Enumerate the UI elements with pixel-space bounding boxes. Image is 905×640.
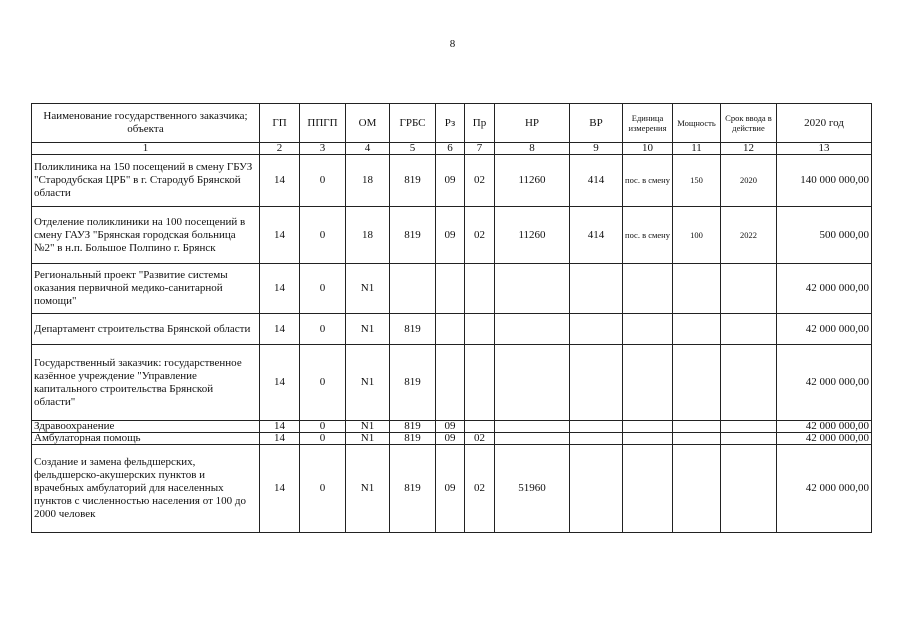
vr-cell xyxy=(570,345,623,421)
header-cell-vr: ВР xyxy=(570,104,623,143)
amount-cell: 42 000 000,00 xyxy=(777,445,872,533)
pr-cell xyxy=(465,264,495,314)
column-number: 12 xyxy=(721,143,777,155)
nr-cell xyxy=(495,314,570,345)
rz-cell: 09 xyxy=(436,207,465,264)
pr-cell: 02 xyxy=(465,445,495,533)
vr-cell: 414 xyxy=(570,155,623,207)
table-row xyxy=(32,207,872,264)
column-number-row xyxy=(32,143,872,155)
table-row xyxy=(32,155,872,207)
header-cell-grbs: ГРБС xyxy=(390,104,436,143)
unit-cell xyxy=(623,264,673,314)
nr-cell: 51960 xyxy=(495,445,570,533)
power-cell xyxy=(673,421,721,433)
ppgp-cell: 0 xyxy=(300,445,346,533)
column-number: 11 xyxy=(673,143,721,155)
header-cell-unit: Единица измерения xyxy=(623,104,673,143)
rz-cell: 09 xyxy=(436,433,465,445)
object-name-cell: Департамент строительства Брянской области xyxy=(32,314,260,345)
object-name-cell: Региональный проект "Развитие системы оказания первичной медико-санитарной помощи" xyxy=(32,264,260,314)
power-cell xyxy=(673,345,721,421)
grbs-cell: 819 xyxy=(390,207,436,264)
column-number: 5 xyxy=(390,143,436,155)
ppgp-cell: 0 xyxy=(300,264,346,314)
column-number: 7 xyxy=(465,143,495,155)
header-cell-year: Срок ввода в действие xyxy=(721,104,777,143)
amount-cell: 42 000 000,00 xyxy=(777,421,872,433)
om-cell: N1 xyxy=(346,421,390,433)
header-cell-nr: НР xyxy=(495,104,570,143)
header-cell-name: Наименование государственного заказчика; объекта xyxy=(32,104,260,143)
vr-cell xyxy=(570,421,623,433)
grbs-cell: 819 xyxy=(390,433,436,445)
pr-cell: 02 xyxy=(465,207,495,264)
column-number: 13 xyxy=(777,143,872,155)
unit-cell xyxy=(623,314,673,345)
column-number: 1 xyxy=(32,143,260,155)
gp-cell: 14 xyxy=(260,445,300,533)
header-cell-om: ОМ xyxy=(346,104,390,143)
power-cell xyxy=(673,264,721,314)
om-cell: N1 xyxy=(346,445,390,533)
pr-cell: 02 xyxy=(465,433,495,445)
column-number: 4 xyxy=(346,143,390,155)
gp-cell: 14 xyxy=(260,155,300,207)
pr-cell xyxy=(465,421,495,433)
column-number: 3 xyxy=(300,143,346,155)
object-name-cell: Здравоохранение xyxy=(32,421,260,433)
amount-cell: 42 000 000,00 xyxy=(777,345,872,421)
vr-cell xyxy=(570,433,623,445)
table-row xyxy=(32,433,872,445)
gp-cell: 14 xyxy=(260,421,300,433)
object-name-cell: Государственный заказчик: государственное казённое учреждение "Управление капитального строительства Брянской области" xyxy=(32,345,260,421)
header-row xyxy=(32,104,872,143)
year-cell xyxy=(721,421,777,433)
header-cell-rz: Рз xyxy=(436,104,465,143)
amount-cell: 42 000 000,00 xyxy=(777,433,872,445)
nr-cell xyxy=(495,264,570,314)
unit-cell xyxy=(623,345,673,421)
year-cell xyxy=(721,433,777,445)
ppgp-cell: 0 xyxy=(300,314,346,345)
pr-cell: 02 xyxy=(465,155,495,207)
object-name-cell: Отделение поликлиники на 100 посещений в смену ГАУЗ "Брянская городская больница №2" в н.п. Большое Полпино г. Брянск xyxy=(32,207,260,264)
table-row xyxy=(32,345,872,421)
year-cell xyxy=(721,445,777,533)
vr-cell xyxy=(570,445,623,533)
power-cell xyxy=(673,445,721,533)
grbs-cell: 819 xyxy=(390,421,436,433)
column-number: 2 xyxy=(260,143,300,155)
year-cell xyxy=(721,314,777,345)
budget-table xyxy=(31,103,872,533)
power-cell xyxy=(673,433,721,445)
amount-cell: 140 000 000,00 xyxy=(777,155,872,207)
gp-cell: 14 xyxy=(260,207,300,264)
object-name-cell: Поликлиника на 150 посещений в смену ГБУЗ "Стародубская ЦРБ" в г. Стародуб Брянской области xyxy=(32,155,260,207)
header-cell-ppgp: ППГП xyxy=(300,104,346,143)
header-cell-amount: 2020 год xyxy=(777,104,872,143)
rz-cell: 09 xyxy=(436,421,465,433)
rz-cell xyxy=(436,264,465,314)
rz-cell: 09 xyxy=(436,155,465,207)
om-cell: 18 xyxy=(346,207,390,264)
ppgp-cell: 0 xyxy=(300,207,346,264)
header-cell-gp: ГП xyxy=(260,104,300,143)
unit-cell xyxy=(623,445,673,533)
om-cell: 18 xyxy=(346,155,390,207)
power-cell: 100 xyxy=(673,207,721,264)
unit-cell: пос. в смену xyxy=(623,207,673,264)
nr-cell: 11260 xyxy=(495,155,570,207)
gp-cell: 14 xyxy=(260,433,300,445)
nr-cell: 11260 xyxy=(495,207,570,264)
header-cell-power: Мощность xyxy=(673,104,721,143)
grbs-cell: 819 xyxy=(390,445,436,533)
ppgp-cell: 0 xyxy=(300,433,346,445)
nr-cell xyxy=(495,433,570,445)
pr-cell xyxy=(465,345,495,421)
table-row xyxy=(32,445,872,533)
table-row xyxy=(32,421,872,433)
nr-cell xyxy=(495,345,570,421)
amount-cell: 500 000,00 xyxy=(777,207,872,264)
year-cell: 2020 xyxy=(721,155,777,207)
gp-cell: 14 xyxy=(260,314,300,345)
grbs-cell: 819 xyxy=(390,155,436,207)
unit-cell: пос. в смену xyxy=(623,155,673,207)
pr-cell xyxy=(465,314,495,345)
ppgp-cell: 0 xyxy=(300,155,346,207)
nr-cell xyxy=(495,421,570,433)
unit-cell xyxy=(623,433,673,445)
om-cell: N1 xyxy=(346,433,390,445)
year-cell xyxy=(721,345,777,421)
power-cell: 150 xyxy=(673,155,721,207)
vr-cell: 414 xyxy=(570,207,623,264)
object-name-cell: Амбулаторная помощь xyxy=(32,433,260,445)
om-cell: N1 xyxy=(346,264,390,314)
rz-cell: 09 xyxy=(436,445,465,533)
amount-cell: 42 000 000,00 xyxy=(777,264,872,314)
ppgp-cell: 0 xyxy=(300,345,346,421)
grbs-cell xyxy=(390,264,436,314)
vr-cell xyxy=(570,314,623,345)
header-cell-pr: Пр xyxy=(465,104,495,143)
rz-cell xyxy=(436,345,465,421)
table-row xyxy=(32,264,872,314)
table-row xyxy=(32,314,872,345)
object-name-cell: Создание и замена фельдшерских, фельдшерско-акушерских пунктов и врачебных амбулаторий для населенных пунктов с численностью населения от 100 до 2000 человек xyxy=(32,445,260,533)
om-cell: N1 xyxy=(346,345,390,421)
om-cell: N1 xyxy=(346,314,390,345)
gp-cell: 14 xyxy=(260,345,300,421)
ppgp-cell: 0 xyxy=(300,421,346,433)
column-number: 6 xyxy=(436,143,465,155)
amount-cell: 42 000 000,00 xyxy=(777,314,872,345)
gp-cell: 14 xyxy=(260,264,300,314)
column-number: 9 xyxy=(570,143,623,155)
column-number: 10 xyxy=(623,143,673,155)
grbs-cell: 819 xyxy=(390,314,436,345)
vr-cell xyxy=(570,264,623,314)
rz-cell xyxy=(436,314,465,345)
column-number: 8 xyxy=(495,143,570,155)
page-number: 8 xyxy=(449,38,456,50)
year-cell xyxy=(721,264,777,314)
year-cell: 2022 xyxy=(721,207,777,264)
unit-cell xyxy=(623,421,673,433)
power-cell xyxy=(673,314,721,345)
grbs-cell: 819 xyxy=(390,345,436,421)
